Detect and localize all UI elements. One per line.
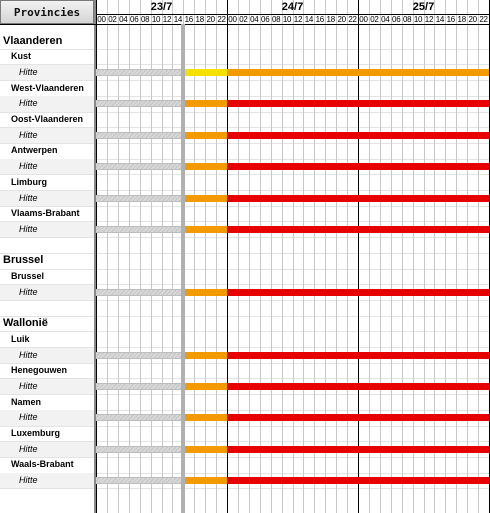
hazard-row-bg xyxy=(0,442,94,458)
row-divider xyxy=(0,363,489,364)
date-label: 23/7 xyxy=(150,1,173,13)
row-divider xyxy=(0,426,489,427)
hazard-row-bg xyxy=(0,159,94,175)
hour-label: 12 xyxy=(424,15,434,24)
hour-label: 20 xyxy=(206,15,215,24)
hour-label: 00 xyxy=(228,15,237,24)
warning-bar-red xyxy=(227,163,489,170)
warning-bar-gray xyxy=(96,226,183,233)
hour-label: 04 xyxy=(119,15,128,24)
hazard-row-bg xyxy=(0,191,94,207)
hazard-label: Hitte xyxy=(19,349,38,360)
hour-gridline xyxy=(456,0,457,513)
hour-gridline xyxy=(303,0,304,513)
warning-bar-red xyxy=(227,100,489,107)
warning-bar-red xyxy=(227,383,489,390)
warning-bar-gray xyxy=(96,414,183,421)
date-label: 25/7 xyxy=(412,1,435,13)
hazard-label: Hitte xyxy=(19,192,38,203)
hour-gridline xyxy=(424,0,425,513)
province-label: Henegouwen xyxy=(11,365,68,376)
hour-gridline xyxy=(402,0,403,513)
hour-gridline xyxy=(314,0,315,513)
warning-bar-gray xyxy=(96,477,183,484)
hour-label: 18 xyxy=(326,15,335,24)
warning-bar-gray xyxy=(96,69,183,76)
hour-gridline xyxy=(194,0,195,513)
hour-label: 08 xyxy=(140,15,150,24)
hour-label: 04 xyxy=(250,15,259,24)
row-divider xyxy=(0,331,489,332)
hour-label: 20 xyxy=(337,15,346,24)
hour-gridline xyxy=(140,0,141,513)
warning-bar-orange xyxy=(183,446,227,453)
hour-gridline xyxy=(445,0,446,513)
province-label: Luik xyxy=(11,333,30,344)
hazard-row-bg xyxy=(0,96,94,112)
hazard-label: Hitte xyxy=(19,223,38,234)
provinces-header: Provincies xyxy=(0,0,94,24)
province-label: West-Vlaanderen xyxy=(11,82,84,93)
warning-bar-red xyxy=(227,414,489,421)
hour-gridline xyxy=(282,0,283,513)
province-label: Waals-Brabant xyxy=(11,459,74,470)
hour-label: 16 xyxy=(184,15,193,24)
row-divider xyxy=(0,237,489,238)
province-label: Antwerpen xyxy=(11,145,58,156)
province-label: Kust xyxy=(11,51,31,62)
hour-label: 18 xyxy=(195,15,204,24)
hour-gridline xyxy=(336,0,337,513)
province-label: Luxemburg xyxy=(11,428,61,438)
hour-gridline xyxy=(172,0,173,513)
province-label: Limburg xyxy=(11,176,47,187)
row-divider xyxy=(0,143,489,144)
hour-label: 02 xyxy=(108,15,117,24)
hour-label: 02 xyxy=(239,15,248,24)
hazard-label: Hitte xyxy=(19,129,38,140)
day-divider xyxy=(96,0,97,513)
region-label: Vlaanderen xyxy=(3,34,63,47)
hour-label: 16 xyxy=(446,15,455,24)
hazard-row-bg xyxy=(0,285,94,301)
hour-label: 06 xyxy=(392,15,401,24)
province-label: Brussel xyxy=(11,271,45,281)
hour-label: 22 xyxy=(348,15,357,24)
warning-bar-orange xyxy=(183,477,227,484)
warning-bar-red xyxy=(227,132,489,139)
row-divider xyxy=(0,316,489,317)
hour-gridline xyxy=(325,0,326,513)
row-divider xyxy=(0,49,489,50)
hazard-row-bg xyxy=(0,222,94,238)
warning-bar-orange xyxy=(183,132,227,139)
row-divider xyxy=(0,300,489,301)
warning-bar-gray xyxy=(96,132,183,139)
hazard-row-bg xyxy=(0,128,94,144)
warning-bar-gray xyxy=(96,383,183,390)
hour-label: 16 xyxy=(315,15,324,24)
hour-gridline xyxy=(205,0,206,513)
hour-gridline xyxy=(162,0,163,513)
row-divider xyxy=(0,253,489,254)
hour-gridline xyxy=(129,0,130,513)
hazard-label: Hitte xyxy=(19,380,38,391)
hazard-row-bg xyxy=(0,65,94,81)
hour-label: 00 xyxy=(97,15,106,24)
hazard-label: Hitte xyxy=(19,475,38,486)
date-label: 24/7 xyxy=(281,1,304,13)
warning-bar-gray xyxy=(96,163,183,170)
hour-label: 02 xyxy=(370,15,379,24)
hour-label: 18 xyxy=(457,15,466,24)
hour-gridline xyxy=(467,0,468,513)
province-label: Oost-Vlaanderen xyxy=(11,114,84,124)
row-divider xyxy=(0,488,489,489)
hazard-row-bg xyxy=(0,348,94,364)
hour-label: 06 xyxy=(130,15,139,24)
hour-gridline xyxy=(271,0,272,513)
hazard-label: Hitte xyxy=(19,161,38,172)
warning-bar-yellow xyxy=(183,69,227,76)
hour-label: 00 xyxy=(359,15,368,24)
warning-bar-red xyxy=(227,289,489,296)
region-label: Brussel xyxy=(3,254,44,267)
hour-label: 14 xyxy=(173,15,183,24)
warning-bar-orange xyxy=(183,289,227,296)
warning-bar-gray xyxy=(96,195,183,202)
hour-label: 10 xyxy=(413,15,423,24)
warning-bar-orange xyxy=(183,352,227,359)
hour-label: 12 xyxy=(293,15,303,24)
hour-gridline xyxy=(434,0,435,513)
warning-bar-orange xyxy=(183,195,227,202)
hazard-row-bg xyxy=(0,379,94,395)
hour-label: 04 xyxy=(381,15,390,24)
warning-bar-red xyxy=(227,477,489,484)
hour-gridline xyxy=(118,0,119,513)
warning-bar-gray xyxy=(96,352,183,359)
warning-bar-orange xyxy=(183,100,227,107)
hazard-label: Hitte xyxy=(19,286,38,297)
hour-label: 08 xyxy=(271,15,281,24)
warning-bar-red xyxy=(227,195,489,202)
hazard-label: Hitte xyxy=(19,443,38,454)
hour-gridline xyxy=(238,0,239,513)
day-divider xyxy=(227,0,228,513)
warning-bar-gray xyxy=(96,446,183,453)
hazard-label: Hitte xyxy=(19,98,38,109)
hour-gridline xyxy=(347,0,348,513)
hour-label: 14 xyxy=(435,15,445,24)
warning-bar-orange xyxy=(183,383,227,390)
warning-bar-red xyxy=(227,446,489,453)
hour-gridline xyxy=(369,0,370,513)
hazard-label: Hitte xyxy=(19,412,38,423)
hour-gridline xyxy=(151,0,152,513)
warning-bar-gray xyxy=(96,289,183,296)
hour-label: 08 xyxy=(402,15,412,24)
province-label: Namen xyxy=(11,396,42,407)
row-divider xyxy=(0,269,489,270)
hour-gridline xyxy=(107,0,108,513)
hour-label: 22 xyxy=(217,15,226,24)
hour-label: 12 xyxy=(162,15,172,24)
row-divider xyxy=(0,174,489,175)
day-divider xyxy=(358,0,359,513)
warning-bar-red xyxy=(227,352,489,359)
hour-label: 20 xyxy=(468,15,477,24)
row-divider xyxy=(0,394,489,395)
hour-gridline xyxy=(260,0,261,513)
hour-gridline xyxy=(413,0,414,513)
hour-gridline xyxy=(391,0,392,513)
hour-label: 14 xyxy=(304,15,314,24)
hour-label: 06 xyxy=(261,15,270,24)
hour-gridline xyxy=(380,0,381,513)
warning-bar-orange xyxy=(227,69,489,76)
current-time-marker xyxy=(181,24,185,513)
hour-gridline xyxy=(478,0,479,513)
hazard-row-bg xyxy=(0,410,94,426)
region-label: Wallonië xyxy=(3,317,48,330)
warning-bar-orange xyxy=(183,226,227,233)
warning-bar-red xyxy=(227,226,489,233)
hour-label: 10 xyxy=(282,15,292,24)
warning-bar-orange xyxy=(183,163,227,170)
hour-gridline xyxy=(293,0,294,513)
hour-label: 10 xyxy=(151,15,161,24)
warning-bar-orange xyxy=(183,414,227,421)
hazard-label: Hitte xyxy=(19,66,38,77)
hour-gridline xyxy=(216,0,217,513)
warning-bar-gray xyxy=(96,100,183,107)
hazard-row-bg xyxy=(0,473,94,489)
province-label: Vlaams-Brabant xyxy=(11,208,80,219)
hour-gridline xyxy=(249,0,250,513)
hour-label: 22 xyxy=(479,15,488,24)
